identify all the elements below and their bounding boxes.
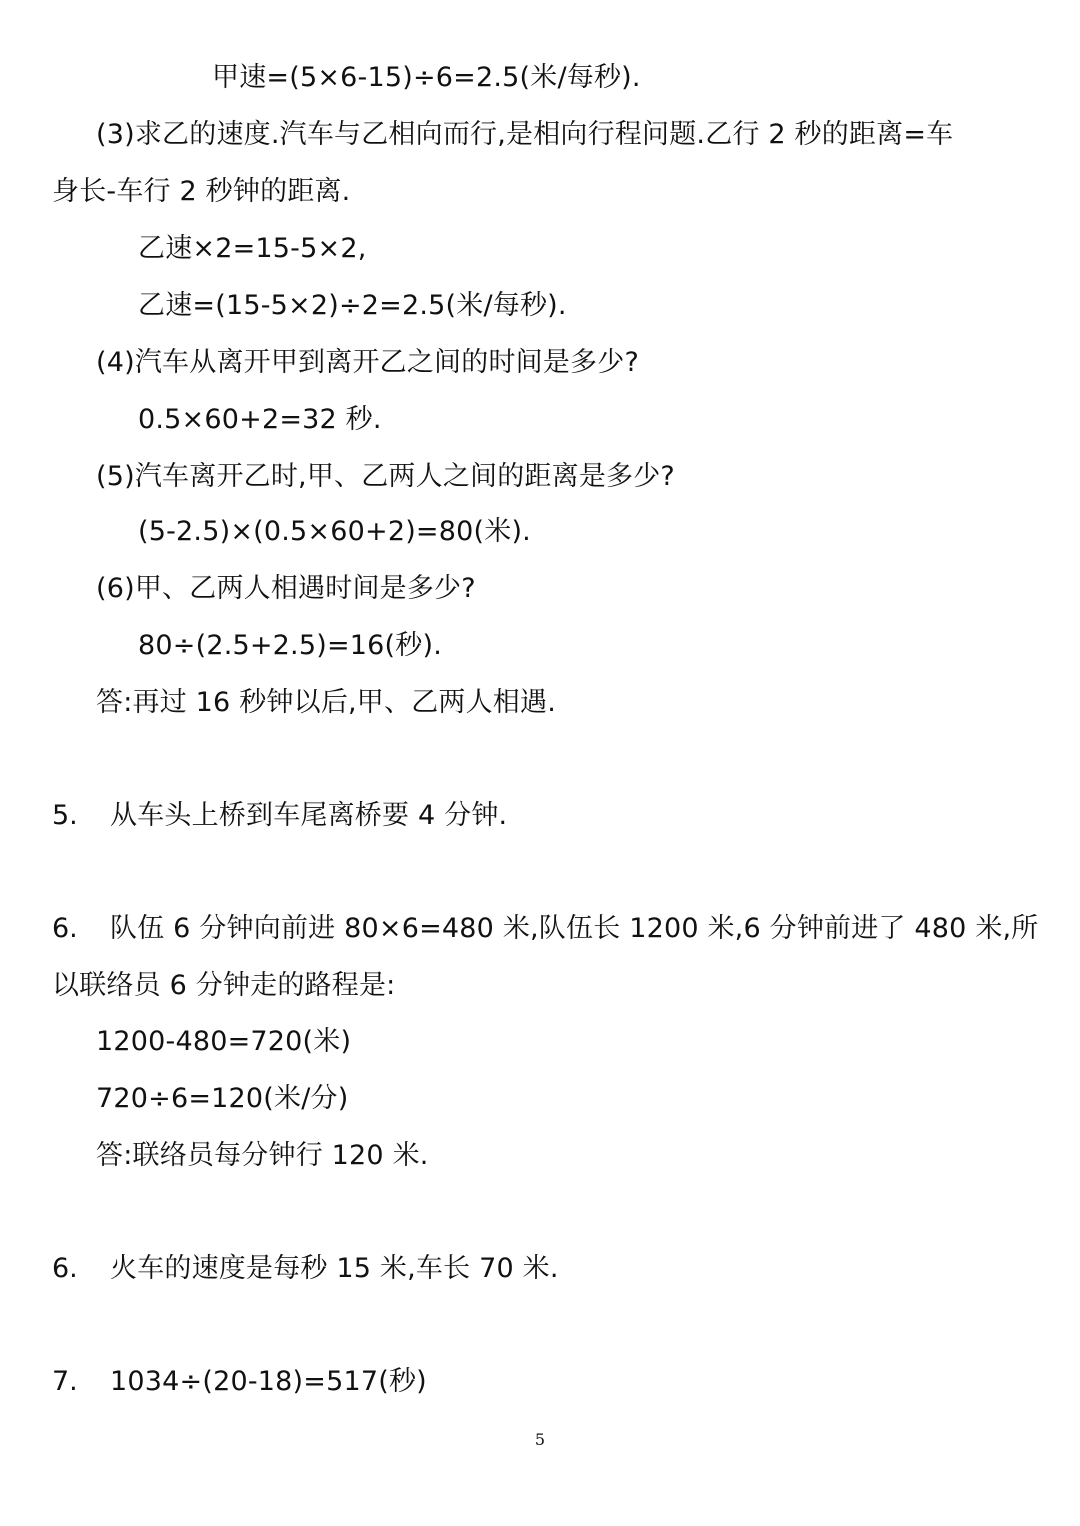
text-line: (3)求乙的速度.汽车与乙相向而行,是相向行程问题.乙行 2 秒的距离=车 <box>96 119 954 150</box>
item-number: 6. <box>52 1253 78 1284</box>
text-line: 答:联络员每分钟行 120 米. <box>96 1140 429 1171</box>
text-line: 720÷6=120(米/分) <box>96 1083 349 1114</box>
text-line: 甲速=(5×6-15)÷6=2.5(米/每秒). <box>212 62 641 93</box>
text-line: 以联络员 6 分钟走的路程是: <box>52 970 396 1001</box>
text-line: 80÷(2.5+2.5)=16(秒). <box>138 630 442 661</box>
text-line: 1034÷(20-18)=517(秒) <box>110 1366 427 1397</box>
item-number: 5. <box>52 800 78 831</box>
text-line: (4)汽车从离开甲到离开乙之间的时间是多少? <box>96 347 639 378</box>
text-line: 乙速=(15-5×2)÷2=2.5(米/每秒). <box>138 290 567 321</box>
item-number: 6. <box>52 913 78 944</box>
text-line: 1200-480=720(米) <box>96 1026 352 1057</box>
text-line: 从车头上桥到车尾离桥要 4 分钟. <box>110 800 508 831</box>
text-line: 0.5×60+2=32 秒. <box>138 404 382 435</box>
text-line: 火车的速度是每秒 15 米,车长 70 米. <box>110 1253 559 1284</box>
text-line: (5-2.5)×(0.5×60+2)=80(米). <box>138 516 531 547</box>
item-number: 7. <box>52 1366 78 1397</box>
text-line: (6)甲、乙两人相遇时间是多少? <box>96 573 476 604</box>
text-line: 队伍 6 分钟向前进 80×6=480 米,队伍长 1200 米,6 分钟前进了 480 米,所 <box>110 913 1039 944</box>
text-line: 乙速×2=15-5×2, <box>138 233 367 264</box>
page-number: 5 <box>534 1430 546 1449</box>
text-line: (5)汽车离开乙时,甲、乙两人之间的距离是多少? <box>96 461 675 492</box>
text-line: 身长-车行 2 秒钟的距离. <box>52 176 351 207</box>
text-line: 答:再过 16 秒钟以后,甲、乙两人相遇. <box>96 687 556 718</box>
